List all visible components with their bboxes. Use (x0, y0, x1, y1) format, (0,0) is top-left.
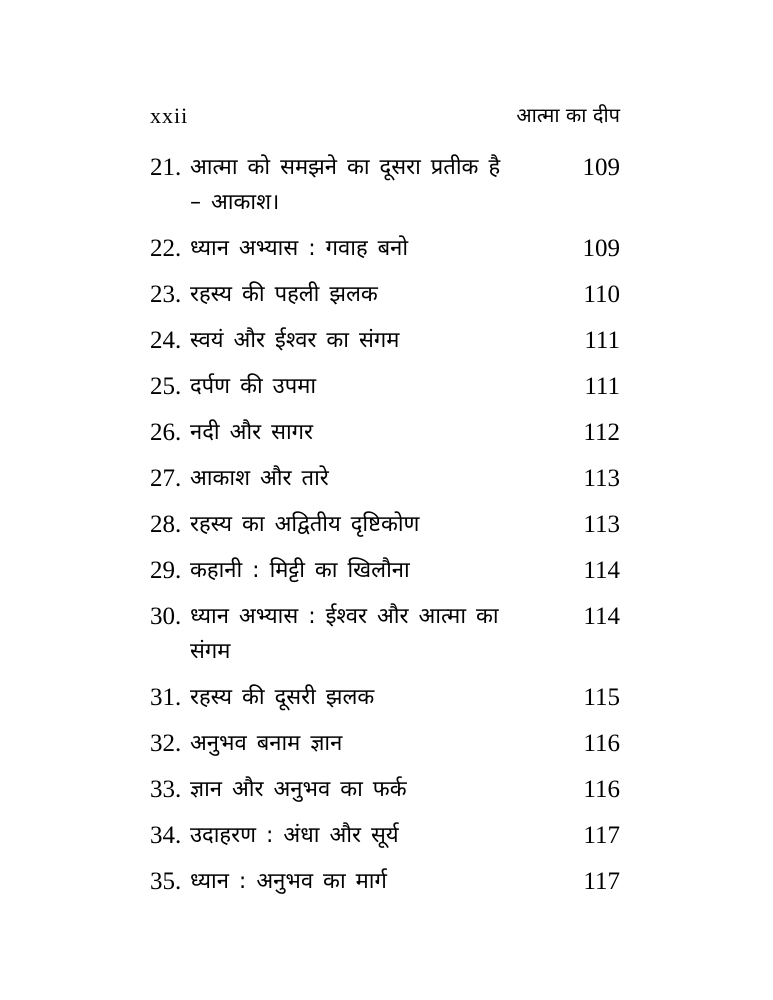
toc-entry-title: रहस्य की पहली झलक (190, 282, 378, 307)
toc-entry-title: स्वयं और ईश्वर का संगम (190, 328, 400, 353)
toc-entry[interactable] (150, 369, 620, 404)
toc-entry-title: ज्ञान और अनुभव का फर्क (190, 777, 407, 802)
toc-entry-number: 24. (150, 327, 182, 354)
toc-entry-title: ध्यान अभ्यास : गवाह बनो (190, 236, 409, 261)
toc-entry[interactable] (150, 726, 620, 761)
toc-entry-title: अनुभव बनाम ज्ञान (190, 731, 343, 756)
toc-entry-page: 109 (582, 235, 620, 262)
toc-entry-number: 32. (150, 730, 182, 757)
toc-entry-page: 117 (583, 822, 620, 849)
toc-entry[interactable] (150, 553, 620, 588)
toc-entry-number: 26. (150, 419, 182, 446)
table-of-contents (150, 150, 620, 910)
toc-entry-number: 21. (150, 154, 182, 181)
toc-entry-page: 110 (583, 281, 620, 308)
toc-entry-title: ध्यान अभ्यास : ईश्वर और आत्मा का संगम (190, 604, 499, 664)
toc-entry[interactable] (150, 277, 620, 312)
toc-entry[interactable] (150, 150, 620, 220)
toc-entry-number: 27. (150, 465, 182, 492)
toc-entry-number: 29. (150, 557, 182, 584)
toc-entry[interactable] (150, 507, 620, 542)
toc-entry-number: 35. (150, 868, 182, 895)
toc-entry[interactable] (150, 323, 620, 358)
toc-entry[interactable] (150, 818, 620, 853)
toc-entry-number: 34. (150, 822, 182, 849)
toc-entry-page: 112 (583, 419, 620, 446)
toc-entry-title: आकाश और तारे (190, 466, 329, 491)
toc-entry-number: 31. (150, 684, 182, 711)
toc-entry-number: 25. (150, 373, 182, 400)
toc-entry-page: 111 (584, 373, 620, 400)
toc-entry-page: 111 (584, 327, 620, 354)
toc-entry-title: आत्मा को समझने का दूसरा प्रतीक है – आकाश। (190, 155, 501, 215)
page-header (150, 103, 620, 133)
toc-entry[interactable] (150, 864, 620, 899)
toc-entry[interactable] (150, 231, 620, 266)
page-number: xxii (150, 103, 189, 128)
toc-entry-page: 109 (582, 154, 620, 181)
toc-entry-title: नदी और सागर (190, 420, 314, 445)
toc-entry-title: कहानी : मिट्टी का खिलौना (190, 558, 410, 583)
toc-entry-title: रहस्य का अद्वितीय दृष्टिकोण (190, 512, 420, 537)
toc-entry-page: 114 (583, 557, 620, 584)
toc-entry-number: 22. (150, 235, 182, 262)
toc-entry-page: 113 (583, 465, 620, 492)
toc-entry-page: 114 (583, 603, 620, 630)
toc-entry-page: 113 (583, 511, 620, 538)
running-title: आत्मा का दीप (516, 103, 620, 127)
toc-entry-title: ध्यान : अनुभव का मार्ग (190, 869, 387, 894)
toc-entry-number: 23. (150, 281, 182, 308)
toc-entry[interactable] (150, 415, 620, 450)
toc-entry-page: 117 (583, 868, 620, 895)
toc-entry-title: उदाहरण : अंधा और सूर्य (190, 823, 399, 848)
toc-entry-number: 28. (150, 511, 182, 538)
toc-entry[interactable] (150, 461, 620, 496)
toc-entry[interactable] (150, 772, 620, 807)
toc-entry[interactable] (150, 599, 620, 669)
toc-entry-number: 30. (150, 603, 182, 630)
toc-entry[interactable] (150, 680, 620, 715)
toc-entry-page: 116 (583, 730, 620, 757)
toc-entry-number: 33. (150, 776, 182, 803)
toc-entry-title: दर्पण की उपमा (190, 374, 317, 399)
toc-entry-page: 115 (583, 684, 620, 711)
toc-entry-page: 116 (583, 776, 620, 803)
toc-entry-title: रहस्य की दूसरी झलक (190, 685, 375, 710)
